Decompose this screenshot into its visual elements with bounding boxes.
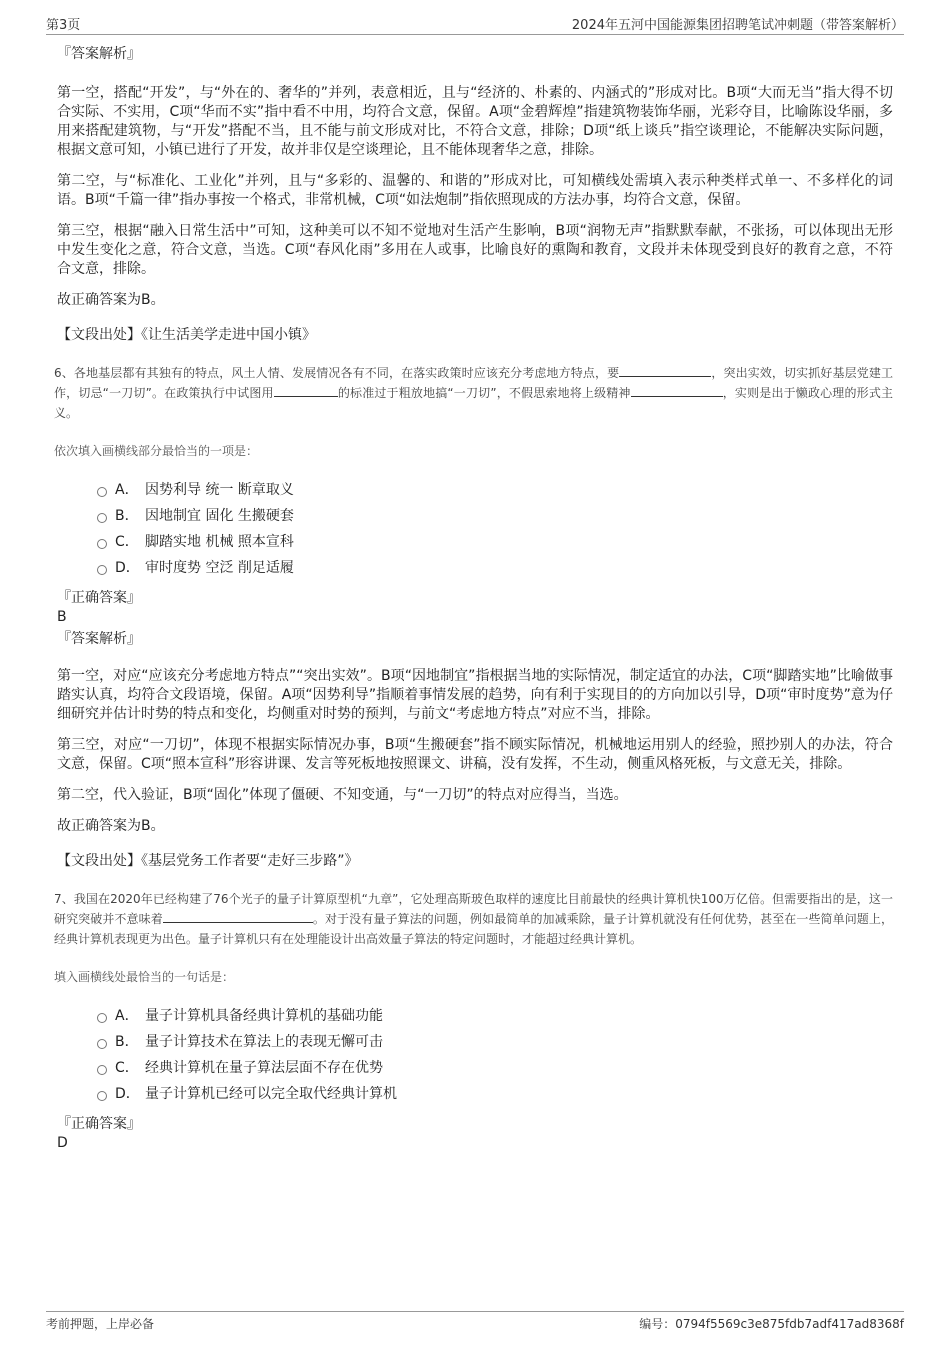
question-text-part: 。对于没有量子算法的问题，例如最简单的加减乘除，量子计算机就没有任何优势，甚至在一些简单问题上，经典计算机表现更为出色。量子计算机只有在处理能设计出高效量子算法的特定问题时，才能超过经典计算机。 (54, 912, 893, 946)
option-b[interactable] (97, 1029, 893, 1055)
correct-answer: B (57, 609, 67, 625)
option-letter: B． (115, 508, 139, 524)
radio-icon[interactable] (97, 1065, 107, 1075)
q7-options (97, 1003, 893, 1107)
question-text-part: 的标准过于粗放地搞“一刀切”，不假思索地将上级精神 (337, 386, 631, 400)
option-letter: A． (115, 1008, 139, 1024)
option-letter: D． (115, 560, 140, 576)
page-content (54, 44, 893, 1155)
question-text-part: 6、各地基层都有其独有的特点，风土人情、发展情况各有不同，在落实政策时应该充分考虑地方特点，要 (54, 366, 620, 380)
option-c[interactable] (97, 1055, 893, 1081)
document-code: 编号：0794f5569c3e875fdb7adf417ad8368f (639, 1317, 904, 1331)
blank-line (619, 364, 711, 377)
correct-answer: D (57, 1135, 68, 1151)
blank-line (274, 384, 338, 397)
q6-options (97, 477, 893, 581)
option-a[interactable] (97, 1003, 893, 1029)
source-citation: 【文段出处】《基层党务工作者要“走好三步路”》 (57, 853, 359, 869)
analysis-paragraph: 第一空，搭配“开发”，与“外在的、奢华的”并列，表意相近，且与“经济的、朴素的、内涵式的”形成对比。B项“大而无当”指大得不切合实际、不实用，C项“华而不实”指中看不中用，均符合文意，保留。A项“金碧辉煌”指建筑物装饰华丽，光彩夺目，比喻陈设华丽，多用来搭配建筑物，与“开发”搭配不当，且不能与前文形成对比，不符合文意，排除；D项“纸上谈兵”指空谈理论，不能解决实际问题，根据文意可知，小镇已进行了开发，故并非仅是空谈理论，且不能体现奢华之意，排除。 (57, 85, 893, 158)
page-number: 第3页 (46, 18, 81, 33)
option-a[interactable] (97, 477, 893, 503)
correct-answer-label: 『正确答案』 (57, 590, 141, 606)
radio-icon[interactable] (97, 1013, 107, 1023)
question-text-part: ，突出实效，切实抓好基层党建工作，切忌“一刀切”。在政策执行中试图用 (54, 366, 893, 400)
analysis-label: 『答案解析』 (57, 46, 141, 62)
analysis-paragraph: 第一空，对应“应该充分考虑地方特点”“突出实效”。B项“因地制宜”指根据当地的实际情况，制定适宜的办法，C项“脚踏实地”比喻做事踏实认真，均符合文段语境，保留。A项“因势利导”指顺着事情发展的趋势，向有利于实现目的的方向加以引导，D项“审时度势”意为仔细研究并估计时势的特点和变化，均侧重对时势的预判，与前文“考虑地方特点”对应不当，排除。 (57, 668, 893, 722)
option-text: 因势利导 统一 断章取义 (145, 482, 294, 498)
radio-icon[interactable] (97, 1039, 107, 1049)
option-text: 量子计算机已经可以完全取代经典计算机 (145, 1086, 397, 1102)
analysis-paragraph: 第三空，对应“一刀切”，体现不根据实际情况办事，B项“生搬硬套”指不顾实际情况，机械地运用别人的经验，照抄别人的办法，符合文意，保留。C项“照本宣科”形容讲课、发言等死板地按照课文、讲稿，没有发挥，不生动，侧重风格死板，与文意无关，排除。 (57, 737, 893, 772)
question-text-part: ，实则是出于懒政心理的形式主义。 (54, 386, 893, 420)
option-text: 经典计算机在量子算法层面不存在优势 (145, 1060, 383, 1076)
blank-line (631, 384, 723, 397)
option-letter: C． (115, 1060, 139, 1076)
footer-slogan: 考前押题，上岸必备 (46, 1317, 155, 1331)
radio-icon[interactable] (97, 487, 107, 497)
question-text-part: 7、我国在2020年已经构建了76个光子的量子计算原型机“九章”，它处理高斯玻色取样的速度比目前最快的经典计算机快100万亿倍。但需要指出的是，这一研究突破并不意味着 (54, 892, 893, 926)
analysis-paragraph: 第二空，代入验证，B项“固化”体现了僵硬、不知变通，与“一刀切”的特点对应得当，当选。 (57, 787, 628, 803)
option-letter: B． (115, 1034, 139, 1050)
option-letter: D． (115, 1086, 140, 1102)
radio-icon[interactable] (97, 565, 107, 575)
page-footer (46, 1311, 904, 1331)
option-text: 审时度势 空泛 削足适履 (145, 560, 294, 576)
radio-icon[interactable] (97, 539, 107, 549)
analysis-paragraph: 第二空，与“标准化、工业化”并列，且与“多彩的、温馨的、和谐的”形成对比，可知横线处需填入表示种类样式单一、不多样化的词语。B项“千篇一律”指办事按一个格式，非常机械，C项“如法炮制”指依照现成的方法办事，均符合文意，保留。 (57, 173, 893, 208)
conclusion: 故正确答案为B。 (57, 292, 165, 308)
radio-icon[interactable] (97, 513, 107, 523)
analysis-paragraph: 第三空，根据“融入日常生活中”可知，这种美可以不知不觉地对生活产生影响，B项“润物无声”指默默奉献，不张扬，可以体现出无形中发生变化之意，符合文意，当选。C项“春风化雨”多用在人或事，比喻良好的熏陶和教育，文段并未体现受到良好的教育之意，不符合文意，排除。 (57, 223, 893, 277)
question-prompt: 填入画横线处最恰当的一句话是： (54, 970, 235, 984)
analysis-label: 『答案解析』 (57, 631, 141, 647)
document-title: 2024年五河中国能源集团招聘笔试冲刺题（带答案解析） (571, 18, 904, 33)
option-d[interactable] (97, 1081, 893, 1107)
option-text: 脚踏实地 机械 照本宣科 (145, 534, 294, 550)
question-prompt: 依次填入画横线部分最恰当的一项是： (54, 444, 259, 458)
correct-answer-label: 『正确答案』 (57, 1116, 141, 1132)
option-c[interactable] (97, 529, 893, 555)
question-7-text (54, 889, 893, 949)
source-citation: 【文段出处】《让生活美学走进中国小镇》 (57, 327, 316, 343)
option-text: 因地制宜 固化 生搬硬套 (145, 508, 294, 524)
page-header (46, 12, 904, 35)
option-d[interactable] (97, 555, 893, 581)
question-6-text (54, 363, 893, 423)
radio-icon[interactable] (97, 1091, 107, 1101)
conclusion: 故正确答案为B。 (57, 818, 165, 834)
blank-line (163, 910, 313, 923)
option-letter: C． (115, 534, 139, 550)
option-letter: A． (115, 482, 139, 498)
option-text: 量子计算技术在算法上的表现无懈可击 (145, 1034, 383, 1050)
option-b[interactable] (97, 503, 893, 529)
option-text: 量子计算机具备经典计算机的基础功能 (145, 1008, 383, 1024)
